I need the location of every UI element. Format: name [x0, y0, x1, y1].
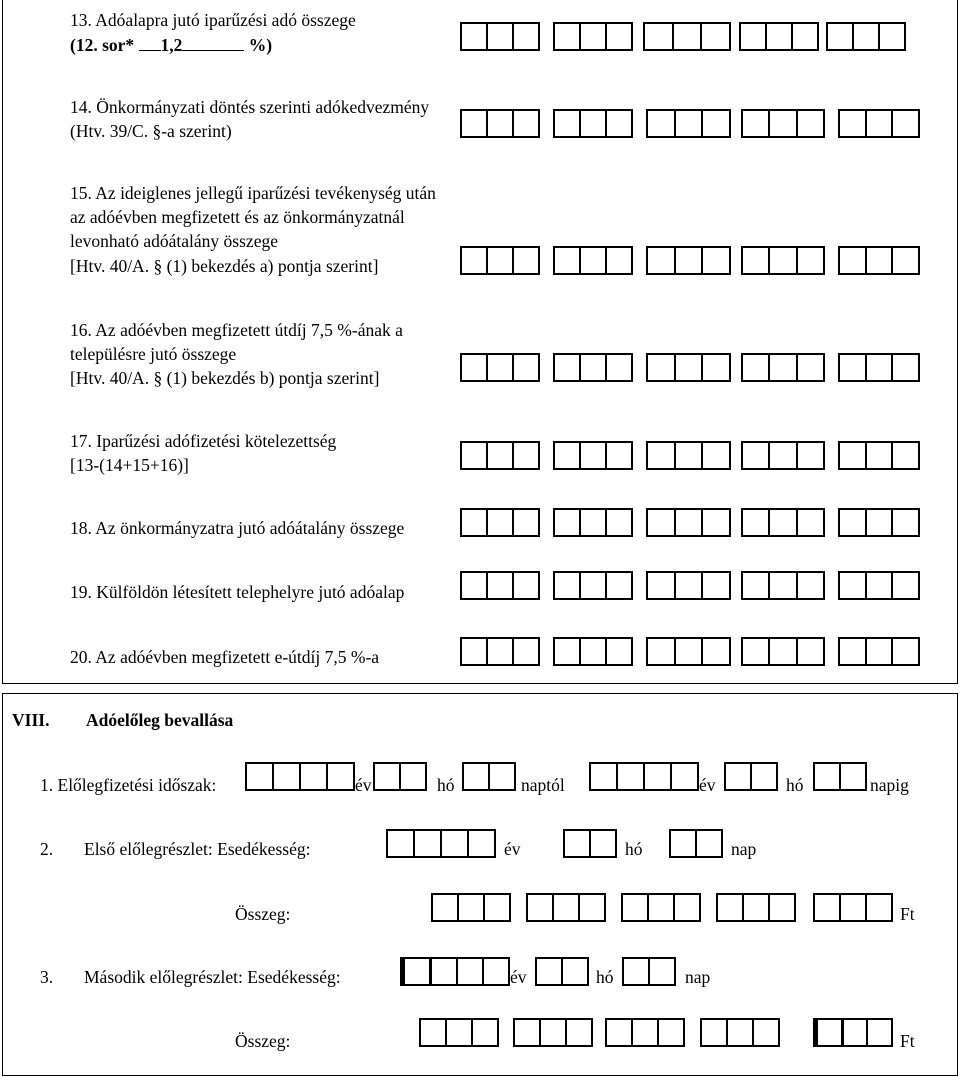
item1-ev: év — [355, 775, 372, 795]
row-15-box-3[interactable] — [646, 246, 731, 275]
item3-amount-box-3[interactable] — [605, 1018, 685, 1047]
row-15-label-3: levonható adóátalány összege — [70, 231, 278, 251]
section-viii-title: Adóelőleg bevallása — [86, 710, 234, 730]
item3-ho: hó — [596, 967, 614, 987]
row-20-box-2[interactable] — [553, 637, 633, 666]
row-15-box-4[interactable] — [741, 246, 825, 275]
row-18-box-5[interactable] — [838, 508, 920, 537]
row-20-box-1[interactable] — [460, 637, 540, 666]
row-16-box-2[interactable] — [553, 353, 633, 382]
row-13-box-3[interactable] — [643, 22, 731, 51]
item1-napig: napig — [870, 775, 909, 795]
row-13-prefix: (12. sor* — [70, 35, 135, 55]
row-17-box-4[interactable] — [741, 441, 825, 470]
item3-nap: nap — [685, 967, 711, 987]
item3-label: Második előlegrészlet: Esedékesség: — [84, 967, 341, 987]
item1-naptol: naptól — [521, 775, 565, 795]
row-16-label-2: településre jutó összege — [70, 344, 237, 364]
row-19-label: 19. Külföldön létesített telephelyre jutó adóalap — [70, 582, 405, 602]
item2-amount-box-4[interactable] — [716, 893, 796, 922]
item3-amount-box-4[interactable] — [700, 1018, 780, 1047]
row-13-label: 13. Adóalapra jutó iparűzési adó összege — [70, 10, 356, 30]
item3-day-box[interactable] — [622, 957, 676, 986]
row-16-label-1: 16. Az adóévben megfizetett útdíj 7,5 %-ának a — [70, 320, 403, 340]
row-19-box-2[interactable] — [553, 571, 633, 600]
row-17-label-2: [13-(14+15+16)] — [70, 455, 189, 475]
row-13-box-4[interactable] — [739, 22, 819, 51]
row-14-box-1[interactable] — [460, 109, 540, 138]
row-17-box-3[interactable] — [646, 441, 731, 470]
item3-ft: Ft — [900, 1031, 915, 1051]
row-20-box-5[interactable] — [838, 637, 920, 666]
row-20-label: 20. Az adóévben megfizetett e-útdíj 7,5 %-a — [70, 647, 380, 667]
item3-osszeg-label: Összeg: — [235, 1031, 291, 1051]
item1-ho2: hó — [786, 775, 804, 795]
row-14-box-5[interactable] — [838, 109, 920, 138]
row-13-box-2[interactable] — [553, 22, 633, 51]
row-14-box-4[interactable] — [741, 109, 825, 138]
item3-amount-box-2[interactable] — [513, 1018, 593, 1047]
item1-start-year-box[interactable] — [245, 762, 355, 791]
item2-ho: hó — [625, 839, 643, 859]
item1-end-month-box[interactable] — [724, 762, 778, 791]
item3-year-box[interactable] — [400, 957, 510, 986]
row-13-box-5[interactable] — [826, 22, 906, 51]
row-13-box-1[interactable] — [460, 22, 540, 51]
row-20-box-3[interactable] — [646, 637, 731, 666]
item2-amount-box-2[interactable] — [526, 893, 606, 922]
row-15-box-2[interactable] — [553, 246, 633, 275]
row-14-label-2: (Htv. 39/C. §-a szerint) — [70, 121, 232, 141]
item3-ev: év — [510, 967, 527, 987]
item1-start-month-box[interactable] — [373, 762, 427, 791]
row-15-label-4: [Htv. 40/A. § (1) bekezdés a) pontja szerint] — [70, 256, 379, 276]
item2-amount-box-1[interactable] — [431, 893, 511, 922]
item1-label: 1. Előlegfizetési időszak: — [40, 775, 217, 795]
item1-start-day-box[interactable] — [462, 762, 516, 791]
item3-month-box[interactable] — [535, 957, 589, 986]
item1-ev2: év — [699, 775, 716, 795]
row-13-value: 1,2 — [160, 35, 183, 55]
row-15-label-2: az adóévben megfizetett és az önkormányzatnál — [70, 207, 405, 227]
row-19-box-1[interactable] — [460, 571, 540, 600]
row-16-label-3: [Htv. 40/A. § (1) bekezdés b) pontja szerint] — [70, 368, 380, 388]
row-16-box-5[interactable] — [838, 353, 920, 382]
row-18-box-2[interactable] — [553, 508, 633, 537]
row-14-label-1: 14. Önkormányzati döntés szerinti adókedvezmény — [70, 97, 430, 117]
item2-ft: Ft — [900, 904, 915, 924]
row-18-box-3[interactable] — [646, 508, 731, 537]
section-viii-roman: VIII. — [12, 710, 50, 730]
row-17-box-5[interactable] — [838, 441, 920, 470]
item2-osszeg-label: Összeg: — [235, 904, 291, 924]
item1-end-year-box[interactable] — [589, 762, 699, 791]
row-15-box-1[interactable] — [460, 246, 540, 275]
row-16-box-3[interactable] — [646, 353, 731, 382]
row-18-label: 18. Az önkormányzatra jutó adóátalány összege — [70, 518, 405, 538]
item2-year-box[interactable] — [386, 829, 496, 858]
item1-ho: hó — [437, 775, 455, 795]
row-15-box-5[interactable] — [838, 246, 920, 275]
item2-nap: nap — [731, 839, 757, 859]
row-13-multiplier — [70, 33, 272, 58]
item1-end-day-box[interactable] — [813, 762, 867, 791]
row-18-box-1[interactable] — [460, 508, 540, 537]
row-13-blank-1 — [139, 33, 161, 51]
row-20-box-4[interactable] — [741, 637, 825, 666]
row-17-label-1: 17. Iparűzési adófizetési kötelezettség — [70, 431, 337, 451]
row-13-blank-2 — [182, 33, 244, 51]
item2-label: Első előlegrészlet: Esedékesség: — [84, 839, 311, 859]
row-14-box-3[interactable] — [646, 109, 731, 138]
row-16-box-1[interactable] — [460, 353, 540, 382]
row-13-suffix: %) — [248, 35, 273, 55]
item3-amount-box-5[interactable] — [813, 1018, 893, 1047]
row-19-box-5[interactable] — [838, 571, 920, 600]
row-19-box-4[interactable] — [741, 571, 825, 600]
item2-amount-box-5[interactable] — [813, 893, 893, 922]
item2-num: 2. — [40, 839, 54, 859]
row-18-box-4[interactable] — [741, 508, 825, 537]
row-19-box-3[interactable] — [646, 571, 731, 600]
item3-num: 3. — [40, 967, 54, 987]
row-17-box-2[interactable] — [553, 441, 633, 470]
row-14-box-2[interactable] — [553, 109, 633, 138]
item3-amount-box-1[interactable] — [419, 1018, 499, 1047]
row-17-box-1[interactable] — [460, 441, 540, 470]
item2-ev: év — [504, 839, 521, 859]
row-15-label-1: 15. Az ideiglenes jellegű iparűzési tevékenység után — [70, 183, 436, 203]
item2-month-box[interactable] — [563, 829, 617, 858]
item2-amount-box-3[interactable] — [621, 893, 701, 922]
item2-day-box[interactable] — [669, 829, 723, 858]
row-16-box-4[interactable] — [741, 353, 825, 382]
